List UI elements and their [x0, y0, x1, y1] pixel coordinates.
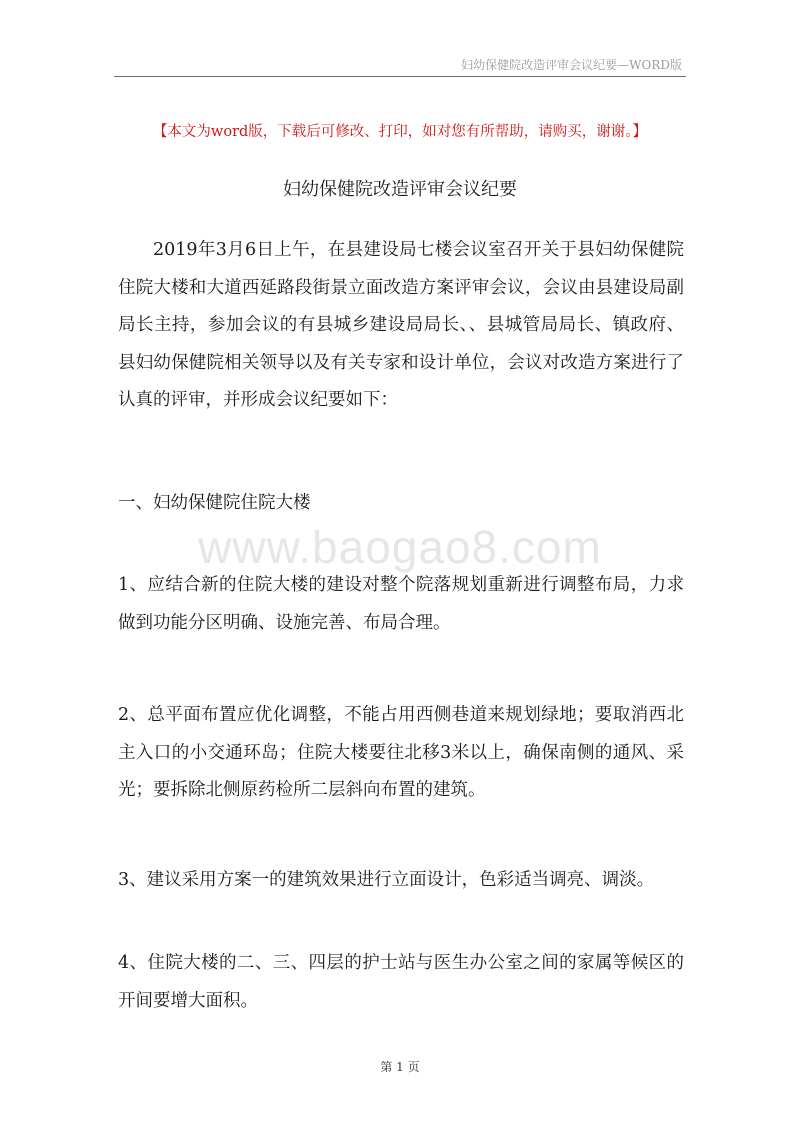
list-item: 2、总平面布置应优化调整，不能占用西侧巷道来规划绿地；要取消西北主入口的小交通环岛；住院大楼要往北移3米以上，确保南侧的通风、采光；要拆除北侧原药检所二层斜向布置的建筑。: [118, 705, 684, 800]
intro-paragraph: 2019年3月6日上午，在县建设局七楼会议室召开关于县妇幼保健院住院大楼和大道西延路段街景立面改造方案评审会议，会议由县建设局副局长主持，参加会议的有县城乡建设局局长、、县城管局局长、镇政府、县妇幼保健院相关领导以及有关专家和设计单位，会议对改造方案进行了认真的评审，并形成会议纪要如下：: [118, 240, 684, 410]
watermark-text: www.baogao8.com: [198, 521, 602, 573]
section-heading: 一、妇幼保健院住院大楼: [118, 493, 311, 513]
purchase-notice: 【本文为word版，下载后可修改、打印，如对您有所帮助，请购买，谢谢。】: [152, 124, 648, 140]
header-title: 妇幼保健院改造评审会议纪要—WORD版: [461, 58, 682, 72]
page-number: 第 1 页: [380, 1060, 420, 1074]
header-divider: [114, 76, 686, 77]
list-item: 1、应结合新的住院大楼的建设对整个院落规划重新进行调整布局，力求做到功能分区明确、设施完善、布局合理。: [118, 575, 684, 633]
document-title: 妇幼保健院改造评审会议纪要: [283, 179, 517, 200]
list-item: 4、住院大楼的二、三、四层的护士站与医生办公室之间的家属等候区的开间要增大面积。: [118, 953, 684, 1011]
list-item: 3、建议采用方案一的建筑效果进行立面设计，色彩适当调亮、调淡。: [118, 870, 655, 890]
